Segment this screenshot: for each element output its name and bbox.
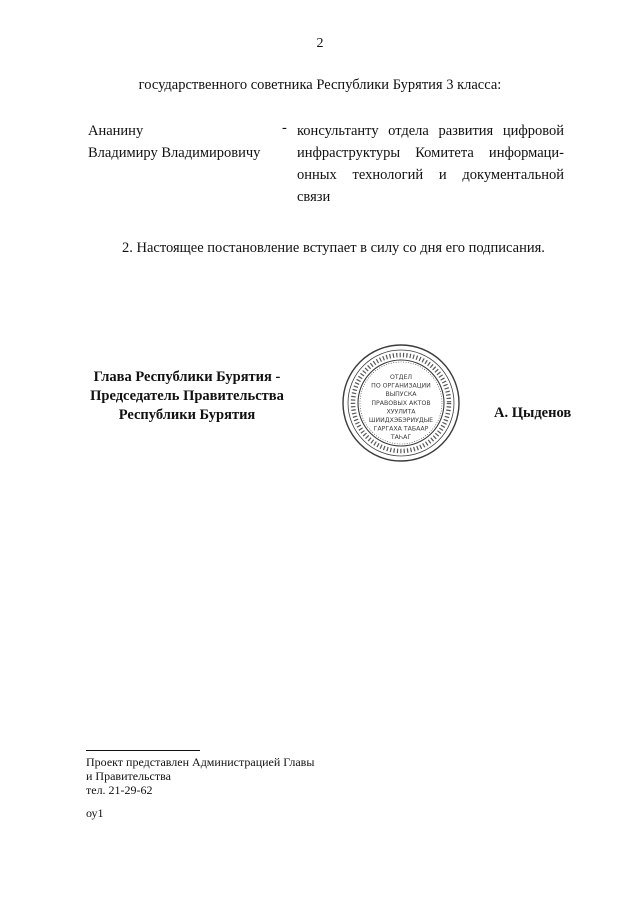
footnote	[86, 755, 314, 797]
appointee-surname: Ананину	[88, 123, 144, 139]
seal-text-line: ГАРГАХА ТАБААР	[373, 425, 429, 433]
position-line: онных технологий и документальной	[297, 167, 564, 183]
seal-text-line: ПО ОРГАНИЗАЦИИ	[371, 382, 431, 390]
page-number: 2	[316, 36, 324, 51]
footnote-line: и Правительства	[86, 769, 171, 783]
document-code: оу1	[86, 806, 104, 820]
signer-title-line: Республики Бурятия	[118, 407, 256, 423]
seal-text-line: ОТДЕЛ	[389, 374, 413, 381]
seal-stamp-icon	[336, 343, 466, 463]
official-seal	[336, 343, 466, 463]
footnote-phone: тел. 21-29-62	[86, 783, 153, 797]
appointee-name	[88, 120, 260, 164]
signer-title	[76, 368, 298, 425]
signer-title-line: Председатель Правительства	[90, 388, 284, 404]
appointee-given-names: Владимиру Владимировичу	[88, 145, 261, 161]
footnote-divider	[86, 750, 200, 751]
appointment-rank-text: государственного советника Республики Бурятия 3 класса:	[138, 77, 502, 93]
seal-text-line: ХУУЛИТА	[386, 408, 416, 416]
position-line: связи	[297, 189, 331, 205]
seal-text-line: ТАҺАГ	[390, 434, 412, 442]
signer-title-line: Глава Республики Бурятия -	[93, 369, 281, 385]
clause-2: 2. Настоящее постановление вступает в силу со дня его подписания.	[122, 240, 545, 256]
seal-text-line: ШИИДХЭБЭРИУДЫЕ	[368, 417, 434, 424]
seal-text-line: ПРАВОВЫХ АКТОВ	[371, 399, 431, 407]
position-line: инфраструктуры Комитета информаци-	[297, 145, 564, 161]
footnote-line: Проект представлен Администрацией Главы	[86, 755, 315, 769]
appointee-position	[297, 120, 564, 208]
seal-text-line: ВЫПУСКА	[385, 391, 417, 399]
signer-name: А. Цыденов	[494, 405, 572, 421]
separator-dash: -	[282, 120, 287, 136]
position-line: консультанту отдела развития цифровой	[297, 123, 564, 139]
